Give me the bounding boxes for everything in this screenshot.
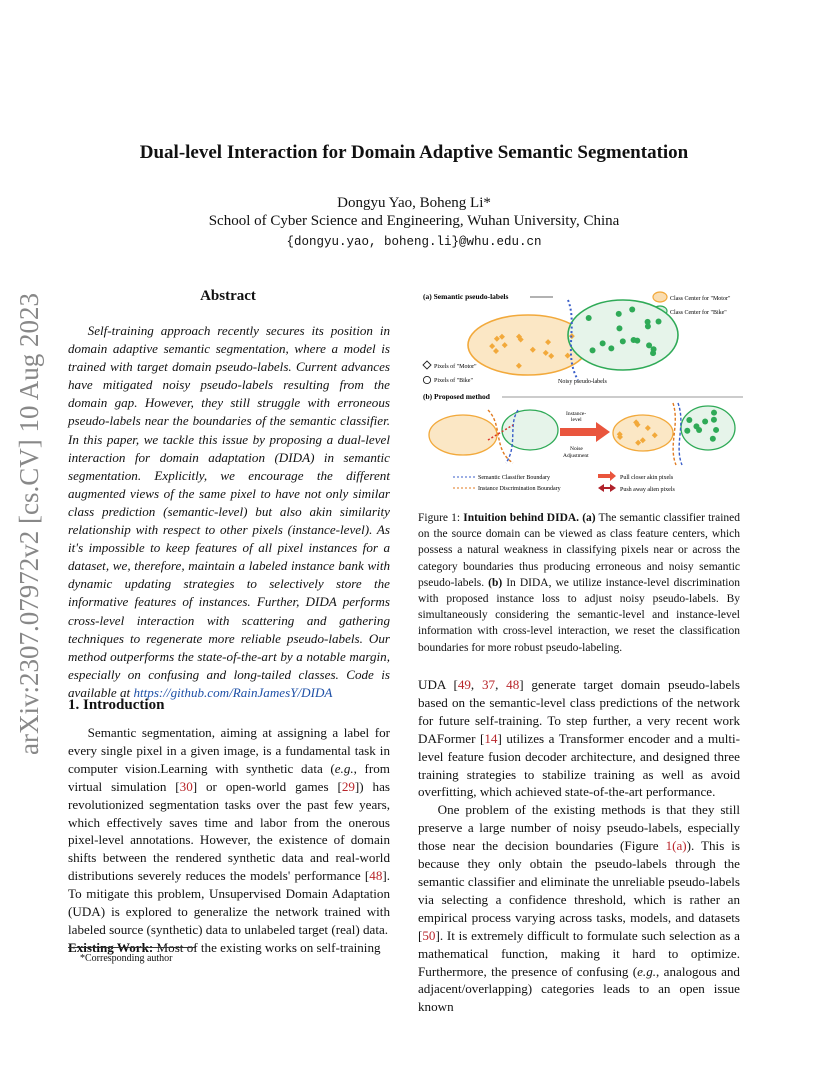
intro-text: ]. To mitigate this problem, Unsupervised Domain Adaptation (UDA) is explored to generalize the network trained with labeled source (synthetic) data to unlabeled target (real) data.	[68, 868, 390, 937]
affiliation: School of Cyber Science and Engineering, Wuhan University, China	[208, 213, 620, 229]
bike-pixel	[645, 323, 651, 329]
body-text: ] generate target domain pseudo-labels based on the semantic-level class predictions of the network for future self-training. To step further, a very recent work DAFormer [	[418, 677, 740, 746]
bike-pixel	[713, 427, 719, 433]
citation[interactable]: 14	[484, 730, 498, 746]
paper-title: Dual-level Interaction for Domain Adaptive Semantic Segmentation	[139, 142, 689, 163]
citation[interactable]: 30	[179, 778, 193, 794]
legend-motor: Class Center for "Motor"	[670, 296, 731, 302]
legend-scb: Semantic Classifier Boundary	[478, 475, 550, 481]
figure-ref[interactable]: 1(a)	[665, 838, 687, 854]
caption-a: (a)	[582, 512, 596, 524]
intro-body	[68, 724, 390, 957]
figure-label-a: (a) Semantic pseudo-labels	[423, 292, 509, 301]
motor-cluster-c	[613, 415, 673, 451]
bike-pixel	[711, 417, 717, 423]
noise-adj-label-2: Adjustment	[563, 453, 589, 459]
pixels-motor-label: Pixels of "Motor"	[434, 364, 477, 370]
bike-pixel	[646, 342, 652, 348]
circle-icon	[423, 376, 430, 383]
caption-title: Intuition behind DIDA.	[463, 512, 580, 524]
body-text: UDA [	[418, 677, 458, 692]
legend-push: Push away alien pixels	[620, 487, 675, 493]
code-link[interactable]: https://github.com/RainJamesY/DIDA	[133, 684, 333, 700]
figure-1	[418, 285, 748, 500]
caption-b: (b)	[488, 576, 503, 589]
bike-pixel	[608, 345, 614, 351]
caption-text: The semantic classifier trained on the source domain can be viewed as class feature centers, which possess a natural weakness in classifying pixels near or across the category boundaries thus producing erroneous and noisy semantic pseudo-labels.	[418, 512, 741, 589]
legend-bike: Class Center for "Bike"	[670, 310, 727, 316]
intro-text: Most of the existing works on self-training	[153, 939, 381, 955]
motor-cluster-b	[429, 415, 497, 455]
intro-heading: 1. Introduction	[68, 697, 165, 713]
existing-work-label: Existing Work:	[68, 939, 154, 955]
adjust-arrow	[560, 422, 610, 442]
body-text: ). This is because they only obtain the pseudo-labels through the semantic classifier and eliminate the unreliable pseudo-labels via selecting a confidence threshold, which is rather an empirical process varying across tasks, models, and datasets [	[418, 838, 740, 943]
bike-pixel	[686, 417, 692, 423]
email: {dongyu.yao, boheng.li}@whu.edu.cn	[286, 235, 542, 249]
caption-label: Figure 1:	[418, 512, 461, 524]
legend-push-arrow	[598, 484, 616, 492]
bike-pixel	[710, 436, 716, 442]
bike-pixel	[702, 419, 708, 425]
body-text: One problem of the existing methods is that they still preserve a large number of noisy pseudo-labels, especially those near the decision boundaries (Figure	[418, 802, 740, 854]
diamond-icon	[423, 361, 431, 369]
bike-pixel	[590, 347, 596, 353]
body-text: ,	[495, 677, 507, 692]
citation[interactable]: 48	[506, 677, 520, 692]
instance-level-label-2: level	[571, 417, 582, 423]
abstract-text: Self-training approach recently secures its position in domain adaptive semantic segmentation, where a model is trained with target domain pseudo-labels. Current advances have mitigated noisy pseudo-labels resulting from the domain gap. However, they still struggle with erroneous pseudo-labels near the boundaries of the semantic classifier. In this paper, we tackle this issue by proposing a dual-level interaction for domain adaptation (DIDA) in semantic segmentation. Explicitly, we encourage the different augmented views of the same pixel to have not only similar class prediction (semantic-level) but also akin similarity relationship with respect to other pixels (instance-level). As it's impossible to keep features of all pixel instances for a dataset, we, therefore, maintain a labeled instance bank with dynamic updating strategies to selectively store the informative features of instances. Further, DIDA performs cross-level interaction with scattering and gathering techniques to regenerate more reliable pseudo-labels. Our method outperforms the state-of-the-art by a notable margin, especially on confusing and long-tailed classes. Code is available at	[68, 323, 390, 700]
footnote-rule	[68, 947, 196, 948]
citation[interactable]: 49	[457, 677, 471, 692]
bike-pixel	[616, 311, 622, 317]
bike-pixel	[600, 340, 606, 346]
figure-caption	[418, 510, 740, 656]
bike-pixel	[586, 315, 592, 321]
legend-pull-arrow	[598, 471, 616, 481]
legend-motor-swatch	[653, 292, 667, 302]
citation[interactable]: 50	[422, 927, 436, 943]
citation[interactable]: 29	[341, 778, 355, 794]
intro-eg: e.g.	[334, 760, 354, 776]
body-text: , analogous and adjacent/overlapping) categories leads to an open issue known	[418, 963, 740, 1015]
bike-pixel	[629, 306, 635, 312]
body-text: ]. It is extremely difficult to formulate such selection as a mathematical function, making it hard to optimize. Furthermore, the presence of confusing (	[418, 927, 740, 979]
intro-text: ] or open-world games [	[192, 778, 342, 794]
instance-level-label-1: Instance-	[566, 411, 587, 417]
bike-cluster-a	[568, 300, 678, 370]
bike-pixel	[631, 337, 637, 343]
pixels-bike-label: Pixels of "Bike"	[434, 378, 473, 384]
legend-idb: Instance Discrimination Boundary	[478, 486, 561, 492]
noisy-label: Noisy pseudo-labels	[558, 379, 607, 385]
intro-text: , from virtual simulation [	[68, 760, 390, 794]
right-column-body	[418, 676, 740, 1016]
body-text: ,	[470, 677, 482, 692]
bike-pixel	[616, 325, 622, 331]
authors: Dongyu Yao, Boheng Li*	[337, 195, 491, 211]
footnote: *Corresponding author	[80, 953, 173, 964]
bike-pixel	[620, 338, 626, 344]
bike-pixel	[684, 428, 690, 434]
abstract-body	[68, 322, 390, 702]
caption-text: In DIDA, we utilize instance-level discrimination with proposed instance loss to adjust noisy pseudo-labels. By simultaneously considering the semantic-level and instance-level information with cross-level interaction, we reset the classification boundaries for more robust pseudo-labeling.	[418, 576, 741, 654]
legend-pull: Pull closer akin pixels	[620, 475, 674, 481]
bike-pixel	[711, 410, 717, 416]
citation[interactable]: 37	[481, 677, 496, 692]
intro-text: Semantic segmentation, aiming at assigning a label for every single pixel in a given image, is a fundamental task in computer vision.Learning with synthetic data (	[68, 725, 390, 776]
body-eg: e.g.	[637, 963, 657, 979]
abstract-heading: Abstract	[200, 288, 256, 304]
bike-pixel	[696, 427, 702, 433]
citation[interactable]: 48	[369, 868, 383, 884]
bike-pixel	[656, 318, 662, 324]
bike-cluster-b	[502, 410, 558, 450]
bike-cluster-c	[681, 406, 735, 450]
intro-text: ]) has revolutionized segmentation tasks over the past few years, which effectively saves time and labor from the onerous pixel-level annotations. However, the existence of domain shifts between the rendered synthetic data and real-world distributions severely reduces the models' performance [	[68, 778, 390, 884]
figure-label-b: (b) Proposed method	[423, 392, 490, 401]
noise-adj-label-1: Noise	[570, 446, 583, 452]
arxiv-stamp: arXiv:2307.07972v2 [cs.CV] 10 Aug 2023	[14, 293, 44, 755]
body-text: ] utilizes a Transformer encoder and a multi-level feature fusion decoder architecture, and designed three training strategies to stabilize training as well as avoid overfitting, which achieved state-of-the-art performance.	[418, 730, 740, 800]
